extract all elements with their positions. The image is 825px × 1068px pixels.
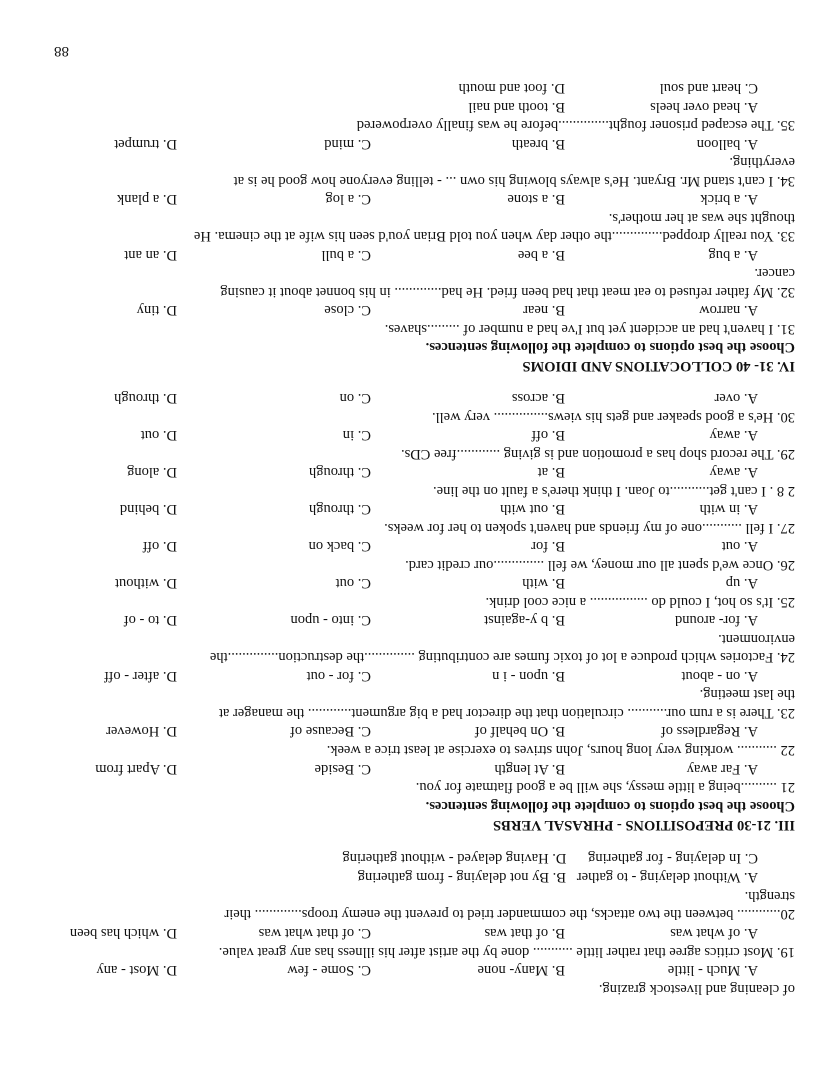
option: C. a log [325, 191, 371, 207]
option: B. breath [511, 136, 565, 152]
question-25: 25. It's so hot, I could do ................ a nice cool drink. [485, 594, 795, 610]
text-line: strength. [744, 888, 795, 904]
option: D. an ant [124, 247, 177, 263]
text-line: everything. [729, 154, 795, 170]
section-instruction: Choose the best options to complete the following sentences. [425, 798, 795, 814]
page-number: 88 [54, 43, 69, 59]
option: A. narrow [699, 302, 758, 318]
option: D. without [114, 575, 177, 591]
option: C. into - upon [290, 612, 371, 628]
option: B. a bee [517, 247, 565, 263]
question-22: 22 ........... working very long hours, John strives to exercise at least trice a week. [326, 742, 795, 758]
option: B. a stone [507, 191, 565, 207]
option: B. with [522, 575, 565, 591]
section-heading-3: III. 21-30 PREPOSITIONS - PHRASAL VERBS [493, 817, 795, 833]
option: C. Because of [290, 723, 371, 739]
option: B. of that was [484, 925, 565, 941]
option: A. out [721, 538, 758, 554]
option: B. Many- none [477, 962, 565, 978]
text-line: environment. [718, 631, 795, 647]
option: C. through [308, 464, 371, 480]
question-30: 30. He's a good speaker and gets his views............... very well. [431, 409, 795, 425]
option: D. Apart from [95, 761, 177, 777]
option: D. to - of [123, 612, 177, 628]
option: B. upon - i n [492, 668, 565, 684]
option: B. tooth and nail [468, 99, 565, 115]
option: C. of that what was [258, 925, 371, 941]
option: C. In delaying - for gathering D. Having delayed - without gathering [342, 850, 758, 866]
option: C. on [339, 390, 371, 406]
option: B. across [511, 390, 565, 406]
option: C. for - out [306, 668, 371, 684]
question-34: 34. I can't stand Mr. Bryant. He's always blowing his own ... - telling everyone how good he is at [233, 173, 795, 189]
option: D. through [114, 390, 177, 406]
option: B. b y-against [484, 612, 565, 628]
option: D. after - off [103, 668, 177, 684]
question-19: 19. Most critics agree that rather little ........... done by the artist after his illness has any great value. [218, 944, 795, 960]
option: A. over [714, 390, 758, 406]
question-28: 2 8 . I can't get...........to Joan. I think there's a fault on the line. [433, 483, 795, 499]
option: A. Much - little [667, 962, 758, 978]
text-line: cancer. [754, 265, 795, 281]
option: B. At length [494, 761, 565, 777]
option: D. which has been [69, 925, 177, 941]
option: A. up [725, 575, 758, 591]
option: D. a plank [117, 191, 177, 207]
option: D. out [140, 427, 177, 443]
option: C. through [308, 501, 371, 517]
question-24: 24. Factories which produce a lot of toxic fumes are contributing ..............the destruction..............the [209, 649, 795, 665]
option: C. Beside [314, 761, 371, 777]
question-32: 32. My father refused to eat meat that had been fried. He had............. in his bonnet about it causing [220, 284, 795, 300]
option: A. on - about [681, 668, 758, 684]
text-line: the last meeting. [699, 686, 795, 702]
option: C. in [342, 427, 371, 443]
option: A. Regardless of [660, 723, 758, 739]
option: D. Most - any [96, 962, 177, 978]
option: A. for- around [674, 612, 758, 628]
option: C. back on [308, 538, 371, 554]
option: C. mind [324, 136, 371, 152]
text-line: thought she was at her mother's. [608, 210, 795, 226]
option: B. off [531, 427, 565, 443]
option: D. behind [119, 501, 177, 517]
option: B. for [531, 538, 565, 554]
option: D. trumpet [114, 136, 177, 152]
option: B. out with [500, 501, 565, 517]
option: A. balloon [696, 136, 758, 152]
section-heading-4: IV. 31- 40 COLLOCATIONS AND IDIOMS [522, 358, 795, 374]
option: A. head over heels [650, 99, 758, 115]
option: C. a bull [321, 247, 371, 263]
question-33: 33. You really dropped..............the other day when you told Brian you'd seen his wife at the cinema. He [193, 228, 795, 244]
option: B. On behalf of [474, 723, 565, 739]
option: A. in with [699, 501, 758, 517]
question-31: 31. I haven't had an accident yet but I've had a number of .........shaves. [384, 321, 795, 337]
option: A. Without delaying - to gather B. By not delaying - from gathering [357, 869, 758, 885]
option: D. tiny [136, 302, 177, 318]
question-29: 29. The record shop has a promotion and is giving ............free CDs. [401, 446, 795, 462]
question-26: 26. Once we'd spent all our money, we fell ..............our credit card. [405, 557, 795, 573]
question-23: 23. There is a rum our........... circulation that the director had a big argument............ the manager at [218, 705, 795, 721]
option: B. near [523, 302, 565, 318]
option: A. Far away [686, 761, 758, 777]
option: A. away [709, 464, 758, 480]
text-line: of cleaning and livestock grazing. [598, 981, 795, 997]
option: A. of what was [670, 925, 758, 941]
question-27: 27. I fell ...........one of my friends and haven't spoken to her for weeks. [384, 520, 795, 536]
option: A. away [709, 427, 758, 443]
option: B. at [537, 464, 565, 480]
question-20: 20............ between the two attacks, the commander tried to prevent the enemy troops............. their [224, 906, 795, 922]
question-35: 35. The escaped prisoner fought..............before he was finally overpowered [356, 117, 795, 133]
option: C. Some - few [287, 962, 371, 978]
option: D. foot and mouth [458, 80, 565, 96]
section-instruction: Choose the best options to complete the following sentences. [425, 339, 795, 355]
option: C. out [335, 575, 371, 591]
option: A. a bug [708, 247, 758, 263]
option: D. along [127, 464, 177, 480]
option: D. However [106, 723, 177, 739]
option: C. heart and soul [659, 80, 758, 96]
option: A. a brick [700, 191, 758, 207]
question-21: 21 ..........being a little messy, she will be a good flatmate for you. [415, 779, 795, 795]
option: D. off [142, 538, 177, 554]
option: C. close [324, 302, 371, 318]
